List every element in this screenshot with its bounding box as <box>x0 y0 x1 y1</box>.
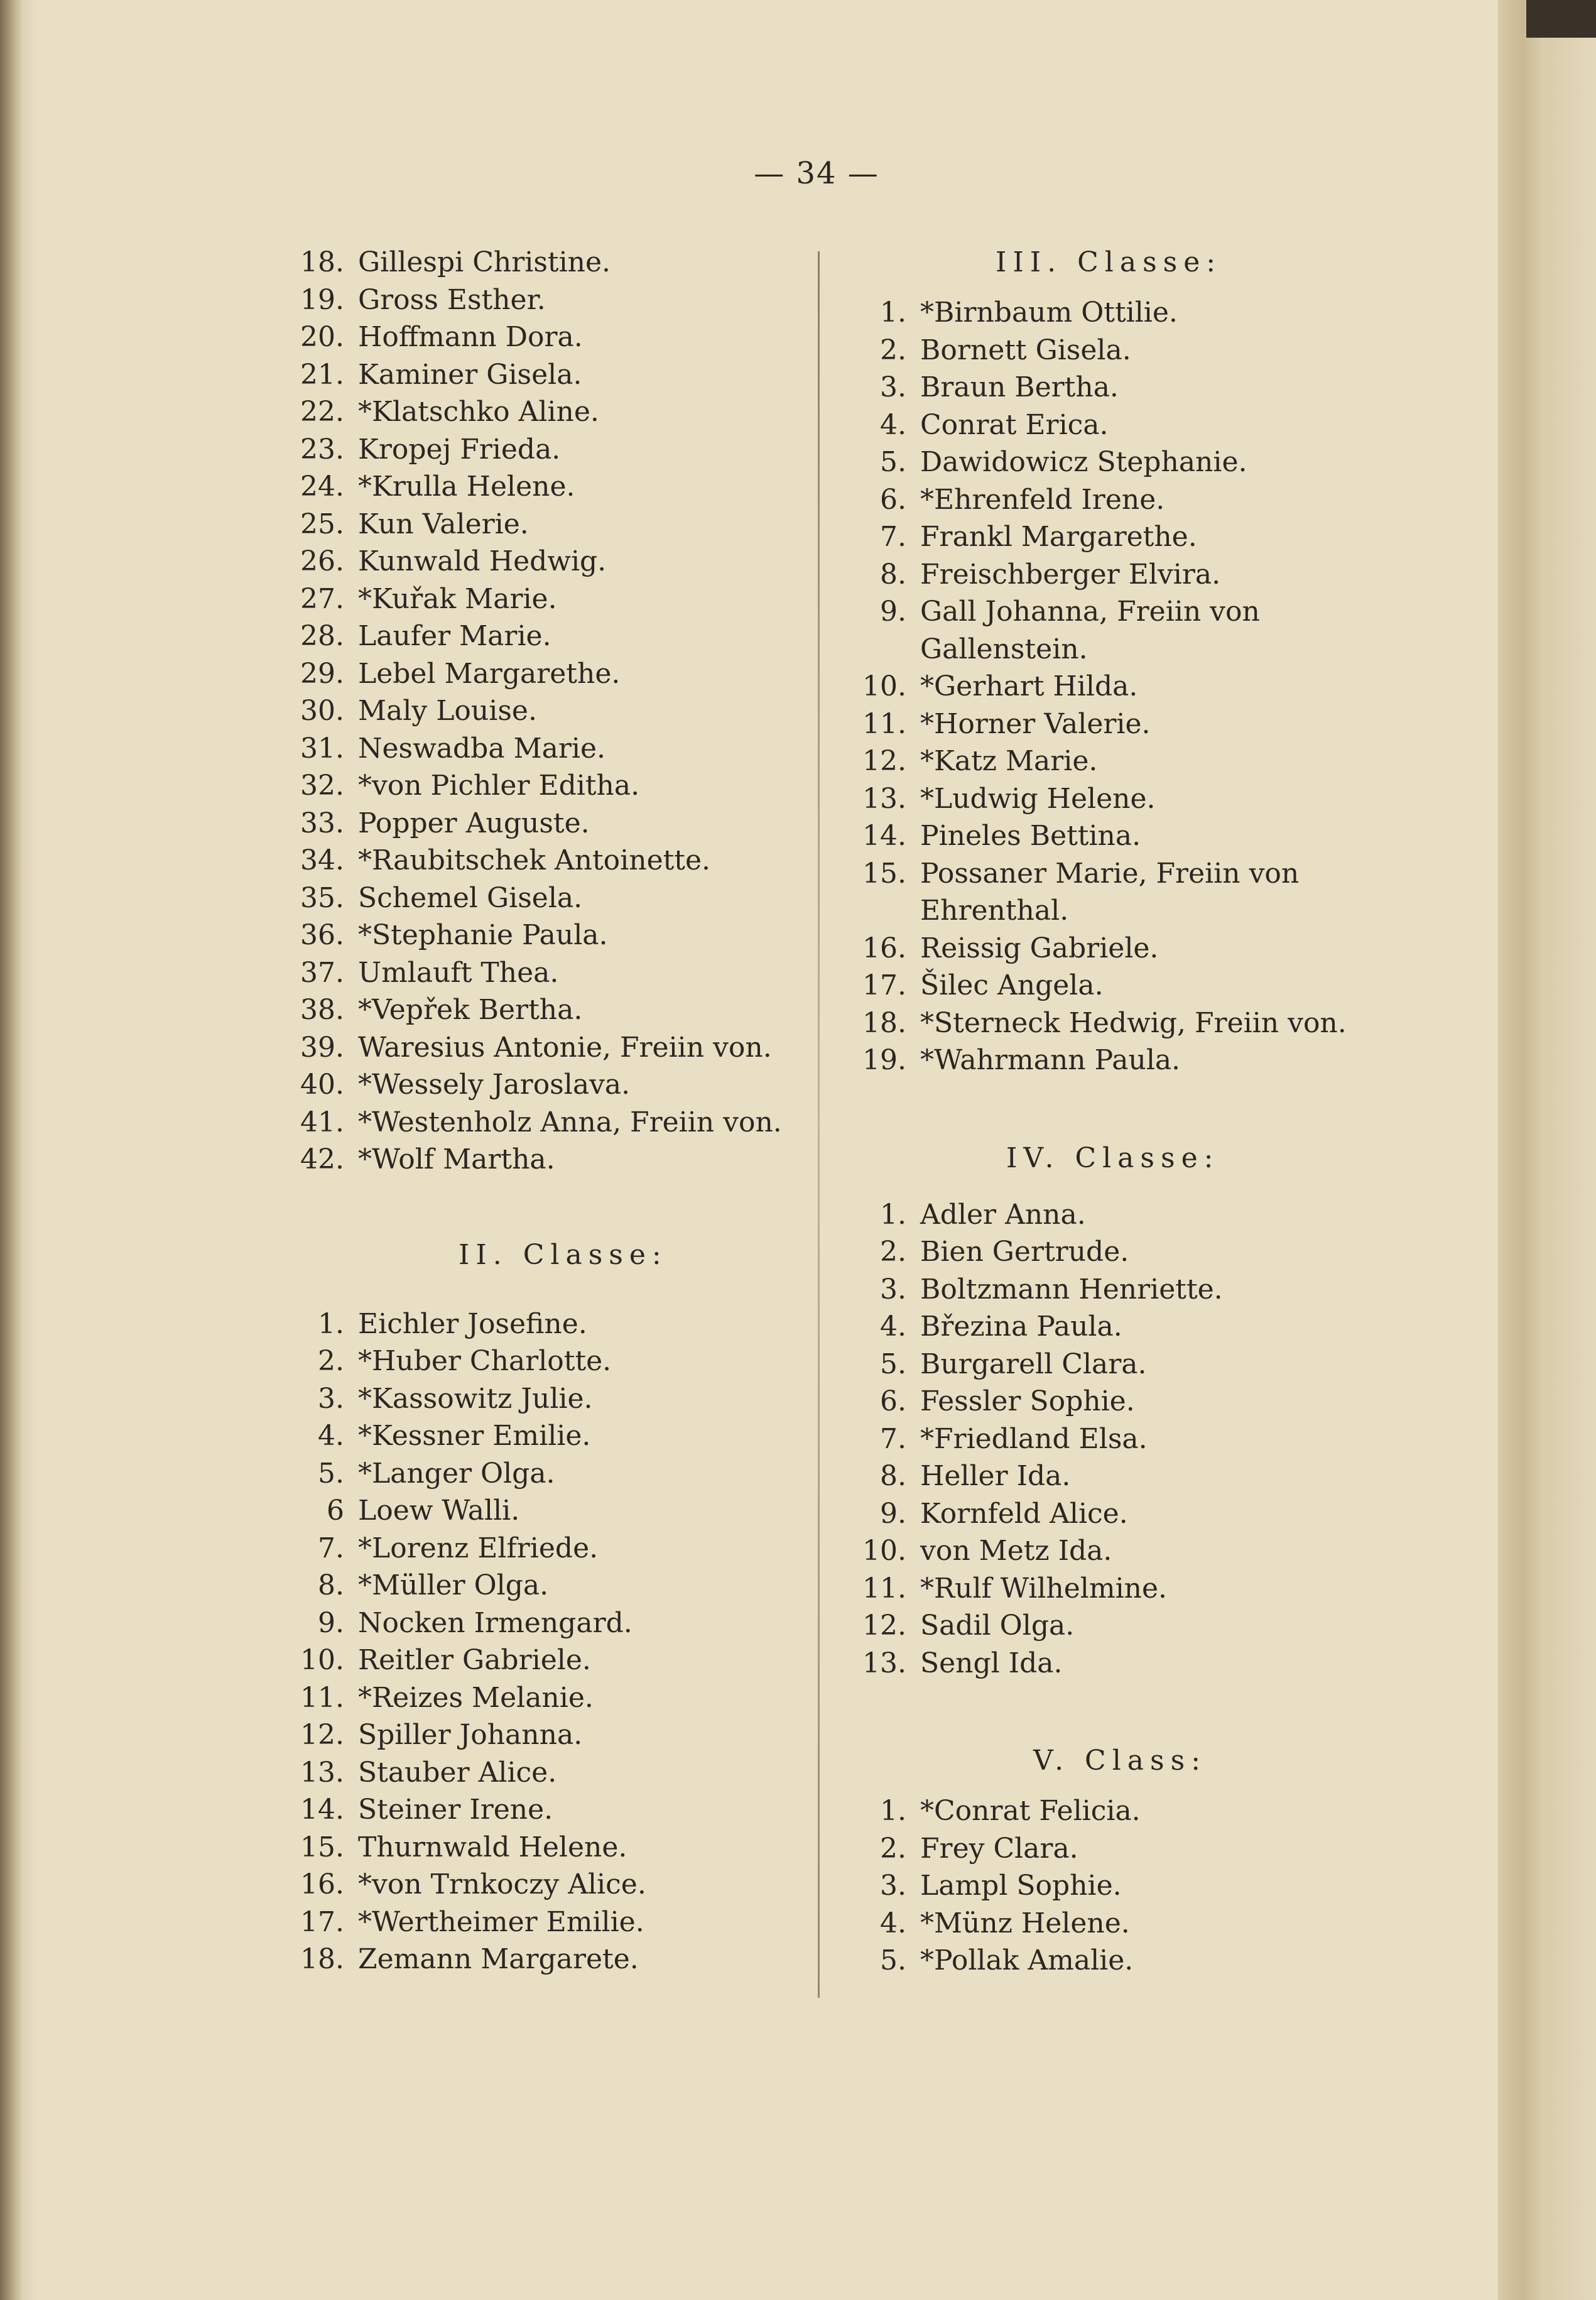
entry-number: 8. <box>880 558 906 591</box>
student-name: Zemann Margarete. <box>358 1943 639 1975</box>
entry-number: 11. <box>862 707 906 740</box>
list-item <box>270 842 817 880</box>
list-item <box>832 1607 1385 1645</box>
entry-number: 36. <box>300 919 344 951</box>
entry-number: 11. <box>862 1572 906 1605</box>
class-III-heading: III. Classe: <box>996 246 1222 278</box>
student-name: Stauber Alice. <box>358 1756 557 1789</box>
student-name: Gall Johanna, Freiin von Gallenstein. <box>920 596 1260 665</box>
student-name: Spiller Johanna. <box>358 1719 583 1751</box>
entry-number: 2. <box>318 1345 344 1377</box>
list-item <box>270 1305 817 1343</box>
student-name: Braun Bertha. <box>920 371 1119 403</box>
student-name: *Krulla Helene. <box>358 471 575 503</box>
list-item <box>832 1383 1385 1420</box>
student-name: *Ludwig Helene. <box>920 782 1156 815</box>
entry-number: 1. <box>880 297 906 329</box>
entry-number: 1. <box>880 1198 906 1231</box>
entry-number: 9. <box>318 1606 344 1639</box>
student-name: Adler Anna. <box>920 1198 1086 1231</box>
list-item <box>832 706 1385 743</box>
list-item <box>832 1532 1385 1570</box>
entry-number: 21. <box>300 358 344 391</box>
entry-number: 4. <box>318 1420 344 1452</box>
list-item <box>270 805 817 842</box>
list-item <box>832 1867 1385 1905</box>
student-name: Steiner Irene. <box>358 1794 553 1826</box>
entry-number: 13. <box>862 782 906 815</box>
student-name: Possaner Marie, Freiin von Ehrenthal. <box>920 857 1300 927</box>
list-item <box>832 668 1385 706</box>
list-item <box>832 1942 1385 1980</box>
list-item <box>832 1308 1385 1346</box>
entry-number: 26. <box>300 545 344 577</box>
entry-number: 4. <box>880 1311 906 1343</box>
entry-number: 20. <box>300 321 344 353</box>
list-item <box>270 655 817 693</box>
class-II-list <box>270 1305 817 1978</box>
student-name: *Kassowitz Julie. <box>358 1382 593 1415</box>
entry-number: 18. <box>300 246 344 278</box>
list-item <box>270 767 817 805</box>
entry-number: 9. <box>880 596 906 628</box>
entry-number: 14. <box>300 1794 344 1826</box>
list-item <box>832 556 1385 594</box>
entry-number: 1. <box>880 1795 906 1827</box>
student-name: *Vepřek Bertha. <box>358 994 583 1026</box>
entry-number: 40. <box>300 1069 344 1101</box>
list-item <box>270 1904 817 1941</box>
student-name: Burgarell Clara. <box>920 1348 1147 1380</box>
entry-number: 17. <box>862 969 906 1001</box>
list-item <box>270 1829 817 1867</box>
student-name: Reissig Gabriele. <box>920 932 1159 964</box>
list-item <box>832 1495 1385 1533</box>
list-item <box>832 1271 1385 1309</box>
list-item <box>832 593 1385 668</box>
class-II-section <box>270 1236 817 1978</box>
list-item <box>270 543 817 580</box>
entry-number: 4. <box>880 1907 906 1939</box>
student-name: Kaminer Gisela. <box>358 358 582 391</box>
entry-number: 34. <box>300 844 344 876</box>
list-item <box>270 880 817 917</box>
class-V-heading: V. Class: <box>1033 1745 1207 1777</box>
list-item <box>270 1417 817 1455</box>
student-name: *Raubitschek Antoinette. <box>358 844 710 876</box>
student-name: Sengl Ida. <box>920 1647 1063 1679</box>
list-item <box>832 930 1385 967</box>
entry-number: 12. <box>862 1610 906 1642</box>
list-item <box>270 506 817 543</box>
entry-number: 7. <box>880 521 906 553</box>
list-item <box>832 780 1385 818</box>
page-fold <box>1498 0 1596 2300</box>
student-name: Eichler Josefine. <box>358 1307 587 1340</box>
student-name: *Wolf Martha. <box>358 1143 555 1175</box>
student-name: Laufer Marie. <box>358 620 551 652</box>
list-item <box>270 1492 817 1530</box>
class-III-list <box>832 294 1385 1079</box>
entry-number: 14. <box>862 820 906 852</box>
list-item <box>832 294 1385 332</box>
entry-number: 24. <box>300 471 344 503</box>
student-name: Popper Auguste. <box>358 807 590 839</box>
list-item <box>270 692 817 730</box>
list-item <box>270 431 817 469</box>
student-name: *Kuřak Marie. <box>358 582 557 615</box>
student-name: Nocken Irmengard. <box>358 1606 632 1639</box>
entry-number: 7. <box>318 1532 344 1564</box>
student-name: Heller Ida. <box>920 1460 1071 1492</box>
student-name: *Klatschko Aline. <box>358 396 599 428</box>
entry-number: 37. <box>300 956 344 989</box>
student-name: *Horner Valerie. <box>920 707 1151 740</box>
student-name: *Wessely Jaroslava. <box>358 1069 631 1101</box>
student-name: *Huber Charlotte. <box>358 1345 612 1377</box>
binding-edge <box>0 0 21 2300</box>
entry-number: 9. <box>880 1497 906 1530</box>
class-II-heading: II. Classe: <box>459 1238 668 1271</box>
student-name: Waresius Antonie, Freiin von. <box>358 1031 772 1064</box>
student-name: von Metz Ida. <box>920 1535 1112 1567</box>
student-name: Thurnwald Helene. <box>358 1831 627 1863</box>
list-item <box>270 730 817 768</box>
list-item <box>270 1567 817 1605</box>
list-item <box>270 991 817 1029</box>
student-name: *Ehrenfeld Irene. <box>920 483 1165 516</box>
list-item <box>832 1233 1385 1271</box>
list-item <box>270 1029 817 1067</box>
entry-number: 5. <box>318 1457 344 1490</box>
student-name: Freischberger Elvira. <box>920 558 1221 591</box>
entry-number: 1. <box>318 1307 344 1340</box>
class-V-list <box>832 1792 1385 1980</box>
student-name: Reitler Gabriele. <box>358 1644 591 1676</box>
student-name: Lebel Margarethe. <box>358 657 621 690</box>
list-item <box>270 1605 817 1642</box>
list-item <box>832 1420 1385 1458</box>
entry-number: 18. <box>300 1943 344 1975</box>
list-item <box>270 468 817 506</box>
student-name: *Wahrmann Paula. <box>920 1044 1181 1076</box>
entry-number: 38. <box>300 994 344 1026</box>
entry-number: 31. <box>300 732 344 765</box>
entry-number: 7. <box>880 1422 906 1455</box>
entry-number: 10. <box>300 1644 344 1676</box>
student-name: Bornett Gisela. <box>920 334 1131 366</box>
list-item <box>270 1716 817 1754</box>
entry-number: 2. <box>880 1236 906 1268</box>
list-item <box>270 393 817 431</box>
student-name: *Müller Olga. <box>358 1569 549 1601</box>
list-item <box>270 1066 817 1104</box>
student-name: *Reizes Melanie. <box>358 1681 594 1714</box>
entry-number: 5. <box>880 1944 906 1976</box>
entry-number: 25. <box>300 508 344 540</box>
student-name: Maly Louise. <box>358 695 537 727</box>
list-item <box>270 1679 817 1717</box>
student-name: Pineles Bettina. <box>920 820 1141 852</box>
student-name: *von Trnkoczy Alice. <box>358 1868 646 1900</box>
student-name: Gillespi Christine. <box>358 246 611 278</box>
entry-number: 3. <box>880 371 906 403</box>
student-name: Kun Valerie. <box>358 508 529 540</box>
entry-number: 23. <box>300 433 344 466</box>
entry-number: 15. <box>862 857 906 890</box>
entry-number: 28. <box>300 620 344 652</box>
student-name: Boltzmann Henriette. <box>920 1273 1223 1305</box>
class-III-section <box>832 244 1385 1079</box>
right-column <box>832 244 1385 1980</box>
list-item <box>270 319 817 356</box>
left-column <box>270 244 817 1978</box>
student-name: *Rulf Wilhelmine. <box>920 1572 1168 1605</box>
list-item <box>832 817 1385 855</box>
student-name: Lampl Sophie. <box>920 1870 1122 1902</box>
entry-number: 16. <box>300 1868 344 1900</box>
entry-number: 2. <box>880 1832 906 1865</box>
list-item <box>270 1343 817 1380</box>
list-item <box>832 406 1385 444</box>
entry-number: 18. <box>862 1006 906 1039</box>
list-item <box>270 917 817 954</box>
list-item <box>832 1645 1385 1682</box>
entry-number: 6. <box>880 1385 906 1417</box>
list-item <box>270 1530 817 1567</box>
entry-number: 15. <box>300 1831 344 1863</box>
entry-number: 27. <box>300 582 344 615</box>
class-IV-list <box>832 1196 1385 1682</box>
student-name: Gross Esther. <box>358 283 546 316</box>
entry-number: 5. <box>880 1348 906 1380</box>
list-item <box>832 444 1385 481</box>
list-item <box>270 1642 817 1679</box>
list-item <box>270 356 817 394</box>
list-item <box>270 1866 817 1904</box>
student-name: *Langer Olga. <box>358 1457 555 1490</box>
student-name: Schemel Gisela. <box>358 881 583 914</box>
student-name: Kropej Frieda. <box>358 433 561 466</box>
student-name: *Birnbaum Ottilie. <box>920 297 1178 329</box>
class-I-continuation-list <box>270 244 817 1179</box>
student-name: Conrat Erica. <box>920 408 1109 441</box>
list-item <box>270 244 817 281</box>
student-name: Umlauft Thea. <box>358 956 559 989</box>
list-item <box>832 1905 1385 1943</box>
student-name: Sadil Olga. <box>920 1610 1075 1642</box>
student-name: Frey Clara. <box>920 1832 1078 1865</box>
list-item <box>832 1196 1385 1234</box>
student-name: Kunwald Hedwig. <box>358 545 607 577</box>
student-name: *Kessner Emilie. <box>358 1420 591 1452</box>
list-item <box>270 618 817 655</box>
entry-number: 11. <box>300 1681 344 1714</box>
entry-number: 42. <box>300 1143 344 1175</box>
list-item <box>270 1380 817 1418</box>
student-name: Hoffmann Dora. <box>358 321 583 353</box>
student-name: *Gerhart Hilda. <box>920 670 1138 702</box>
entry-number: 16. <box>862 932 906 964</box>
entry-number: 17. <box>300 1905 344 1938</box>
list-item <box>832 1042 1385 1079</box>
list-item <box>270 1455 817 1493</box>
entry-number: 3. <box>880 1870 906 1902</box>
student-name: *Wertheimer Emilie. <box>358 1905 644 1938</box>
list-item <box>270 281 817 319</box>
page-number: — 34 — <box>754 156 879 191</box>
list-item <box>270 1941 817 1978</box>
list-item <box>270 1104 817 1142</box>
entry-number: 6. <box>880 483 906 516</box>
list-item <box>832 1792 1385 1830</box>
student-name: *von Pichler Editha. <box>358 770 640 802</box>
list-item <box>832 855 1385 930</box>
entry-number: 4. <box>880 408 906 441</box>
student-name: *Katz Marie. <box>920 745 1098 777</box>
entry-number: 41. <box>300 1106 344 1138</box>
list-item <box>832 369 1385 406</box>
list-item <box>832 1458 1385 1495</box>
list-item <box>832 481 1385 519</box>
student-name: Fessler Sophie. <box>920 1385 1135 1417</box>
student-name: *Sterneck Hedwig, Freiin von. <box>920 1006 1347 1039</box>
student-name: *Lorenz Elfriede. <box>358 1532 599 1564</box>
entry-number: 32. <box>300 770 344 802</box>
list-item <box>832 1346 1385 1383</box>
class-IV-heading: IV. Classe: <box>1006 1142 1220 1174</box>
column-divider <box>818 251 820 1998</box>
entry-number: 12. <box>862 745 906 777</box>
list-item <box>270 1791 817 1829</box>
student-name: *Pollak Amalie. <box>920 1944 1134 1976</box>
student-name: Kornfeld Alice. <box>920 1497 1128 1530</box>
entry-number: 3. <box>318 1382 344 1415</box>
list-item <box>832 743 1385 780</box>
student-name: Loew Walli. <box>358 1495 520 1527</box>
entry-number: 19. <box>862 1044 906 1076</box>
student-name: Dawidowicz Stephanie. <box>920 446 1247 478</box>
entry-number: 6 <box>327 1495 344 1527</box>
list-item <box>270 1754 817 1792</box>
entry-number: 22. <box>300 396 344 428</box>
list-item <box>832 518 1385 556</box>
entry-number: 5. <box>880 446 906 478</box>
student-name: *Stephanie Paula. <box>358 919 608 951</box>
entry-number: 13. <box>300 1756 344 1789</box>
class-V-section <box>832 1742 1385 1980</box>
list-item <box>270 580 817 618</box>
entry-number: 3. <box>880 1273 906 1305</box>
student-name: Neswadba Marie. <box>358 732 605 765</box>
student-name: Březina Paula. <box>920 1311 1122 1343</box>
list-item <box>832 1830 1385 1868</box>
student-name: Šilec Angela. <box>920 969 1104 1001</box>
class-IV-section <box>832 1140 1385 1682</box>
entry-number: 10. <box>862 1535 906 1567</box>
entry-number: 2. <box>880 334 906 366</box>
student-name: *Westenholz Anna, Freiin von. <box>358 1106 782 1138</box>
list-item <box>832 1005 1385 1042</box>
student-name: *Friedland Elsa. <box>920 1422 1148 1455</box>
entry-number: 29. <box>300 657 344 690</box>
entry-number: 19. <box>300 283 344 316</box>
student-name: Frankl Margarethe. <box>920 521 1197 553</box>
student-name: Bien Gertrude. <box>920 1236 1129 1268</box>
list-item <box>832 332 1385 369</box>
entry-number: 13. <box>862 1647 906 1679</box>
entry-number: 30. <box>300 695 344 727</box>
list-item <box>832 1570 1385 1608</box>
entry-number: 33. <box>300 807 344 839</box>
entry-number: 39. <box>300 1031 344 1064</box>
student-name: *Conrat Felicia. <box>920 1795 1141 1827</box>
list-item <box>832 967 1385 1005</box>
entry-number: 10. <box>862 670 906 702</box>
list-item <box>270 1141 817 1179</box>
student-name: *Münz Helene. <box>920 1907 1130 1939</box>
list-item <box>270 954 817 992</box>
entry-number: 8. <box>880 1460 906 1492</box>
entry-number: 8. <box>318 1569 344 1601</box>
dark-corner <box>1526 0 1596 38</box>
entry-number: 12. <box>300 1719 344 1751</box>
entry-number: 35. <box>300 881 344 914</box>
